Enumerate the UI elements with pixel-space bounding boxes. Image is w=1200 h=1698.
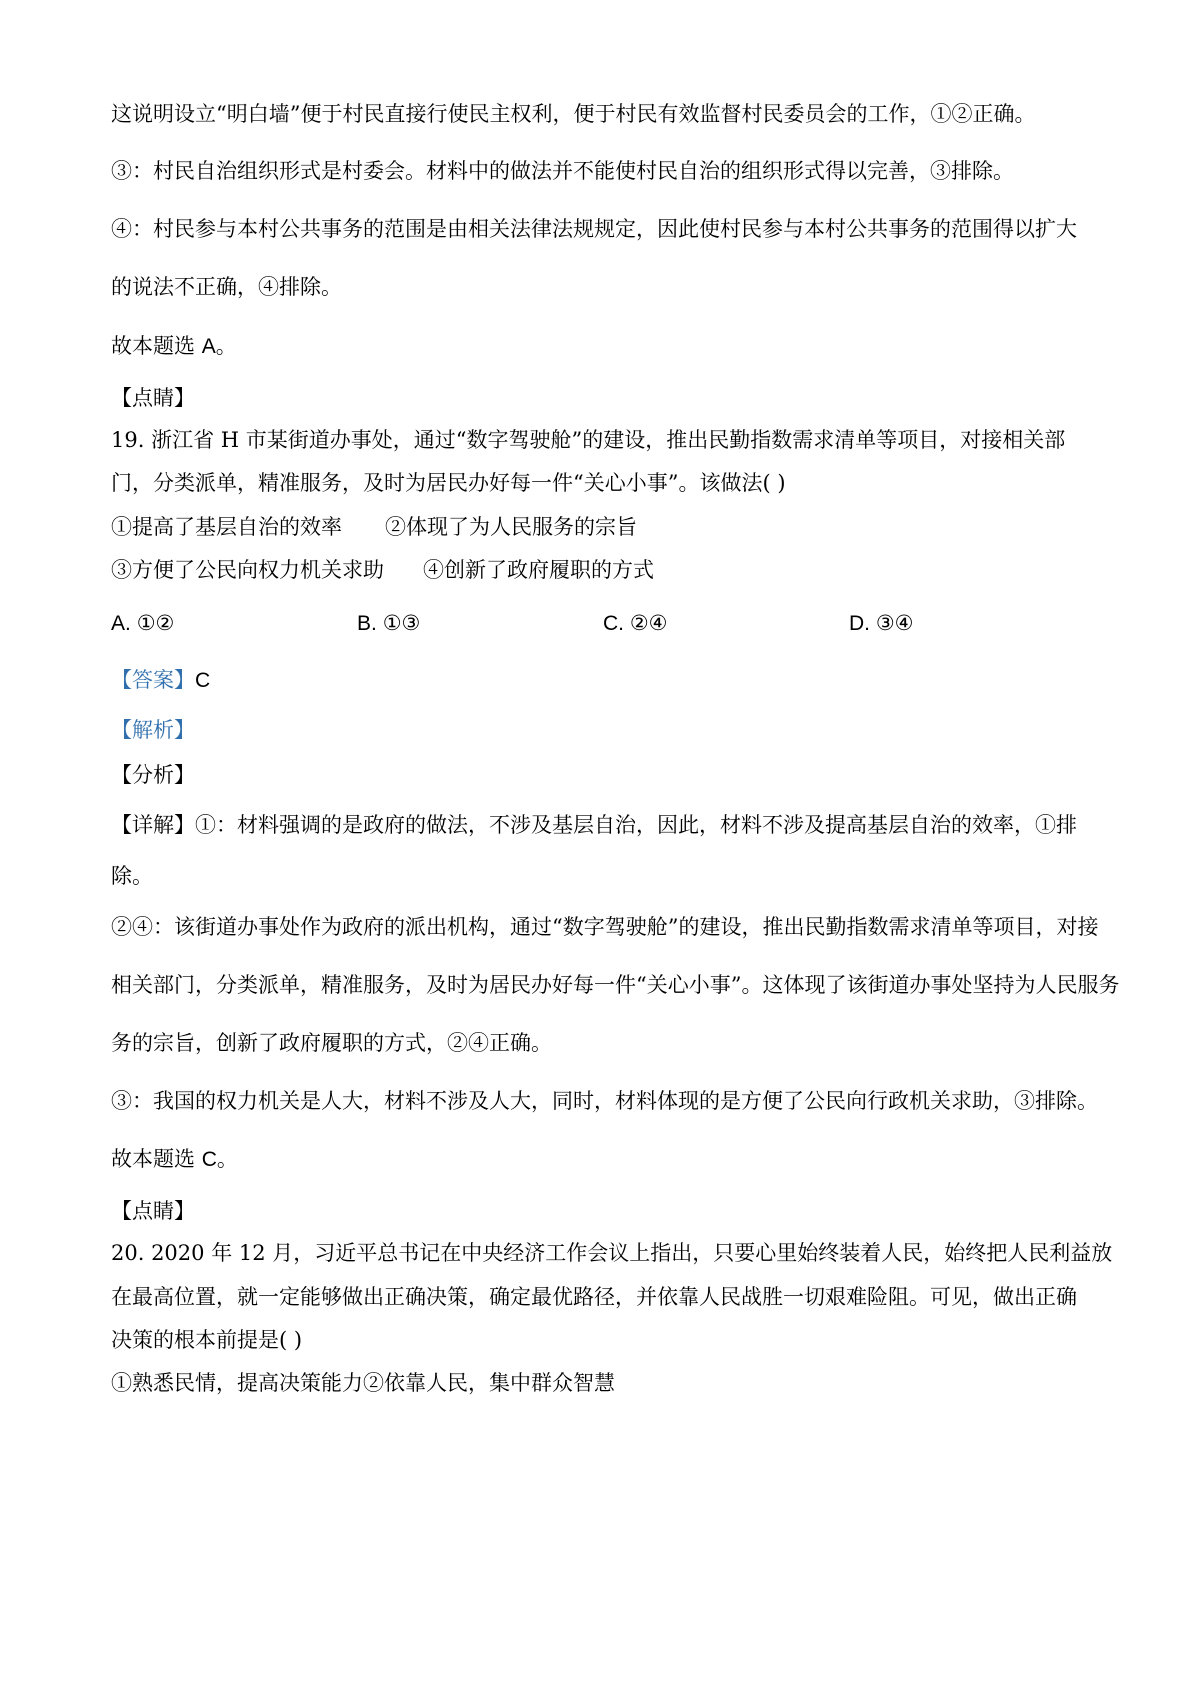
detail-line: ③：我国的权力机关是人大，材料不涉及人大，同时，材料体现的是方便了公民向行政机关求助，③排除。 [111, 1089, 1098, 1113]
dianjing-heading: 【点睛】 [111, 1199, 195, 1223]
fenxi-heading: 【分析】 [111, 763, 195, 787]
statement-1-2: ①熟悉民情，提高决策能力②依靠人民，集中群众智慧 [111, 1371, 615, 1395]
dianjing-heading: 【点睛】 [111, 386, 195, 410]
conclusion-line: 故本题选 C。 [111, 1147, 238, 1171]
statement-3: ③方便了公民向权力机关求助 [111, 558, 384, 582]
option-c: C. ②④ [603, 611, 668, 635]
jiexi-heading: 【解析】 [111, 718, 195, 742]
answer-letter: C [201, 1148, 217, 1171]
detail-line: 除。 [111, 864, 153, 888]
answer-tag: 【答案】 [111, 668, 195, 692]
detail-line: 【详解】①：材料强调的是政府的做法，不涉及基层自治，因此，材料不涉及提高基层自治的效率，①排 [111, 813, 1077, 837]
option-d: D. ③④ [849, 611, 914, 635]
answer-letter: A [201, 335, 216, 358]
statement-1: ①提高了基层自治的效率 [111, 515, 342, 539]
paragraph-line: ③：村民自治组织形式是村委会。材料中的做法并不能使村民自治的组织形式得以完善，③排除。 [111, 159, 1014, 183]
statement-2: ②体现了为人民服务的宗旨 [385, 515, 637, 539]
paragraph-line: 的说法不正确，④排除。 [111, 275, 342, 299]
question-20-stem: 决策的根本前提是( ) [111, 1328, 303, 1352]
paragraph-line: 这说明设立“明白墙”便于村民直接行使民主权利，便于村民有效监督村民委员会的工作，①②正确。 [111, 102, 1036, 126]
paragraph-line: ④：村民参与本村公共事务的范围是由相关法律法规规定，因此使村民参与本村公共事务的范围得以扩大 [111, 217, 1077, 241]
detail-line: 相关部门，分类派单，精准服务，及时为居民办好每一件“关心小事”。这体现了该街道办事处坚持为人民服务 [111, 973, 1120, 997]
question-20-stem: 在最高位置，就一定能够做出正确决策，确定最优路径，并依靠人民战胜一切艰难险阻。可见，做出正确 [111, 1285, 1077, 1309]
question-19-stem: 19. 浙江省 H 市某街道办事处，通过“数字驾驶舱”的建设，推出民勤指数需求清单等项目，对接相关部 [111, 428, 1066, 452]
detail-line: ②④：该街道办事处作为政府的派出机构，通过“数字驾驶舱”的建设，推出民勤指数需求清单等项目，对接 [111, 915, 1099, 939]
conclusion-line: 故本题选 A。 [111, 334, 237, 358]
option-b: B. ①③ [357, 611, 421, 635]
answer-line [111, 665, 210, 696]
option-a: A. ①② [111, 611, 175, 635]
statement-4: ④创新了政府履职的方式 [423, 558, 654, 582]
question-20-stem: 20. 2020 年 12 月，习近平总书记在中央经济工作会议上指出，只要心里始终装着人民，始终把人民利益放 [111, 1241, 1113, 1265]
detail-line: 务的宗旨，创新了政府履职的方式，②④正确。 [111, 1031, 552, 1055]
answer-value: C [195, 669, 211, 692]
question-19-stem: 门，分类派单，精准服务，及时为居民办好每一件“关心小事”。该做法( ) [111, 471, 786, 495]
